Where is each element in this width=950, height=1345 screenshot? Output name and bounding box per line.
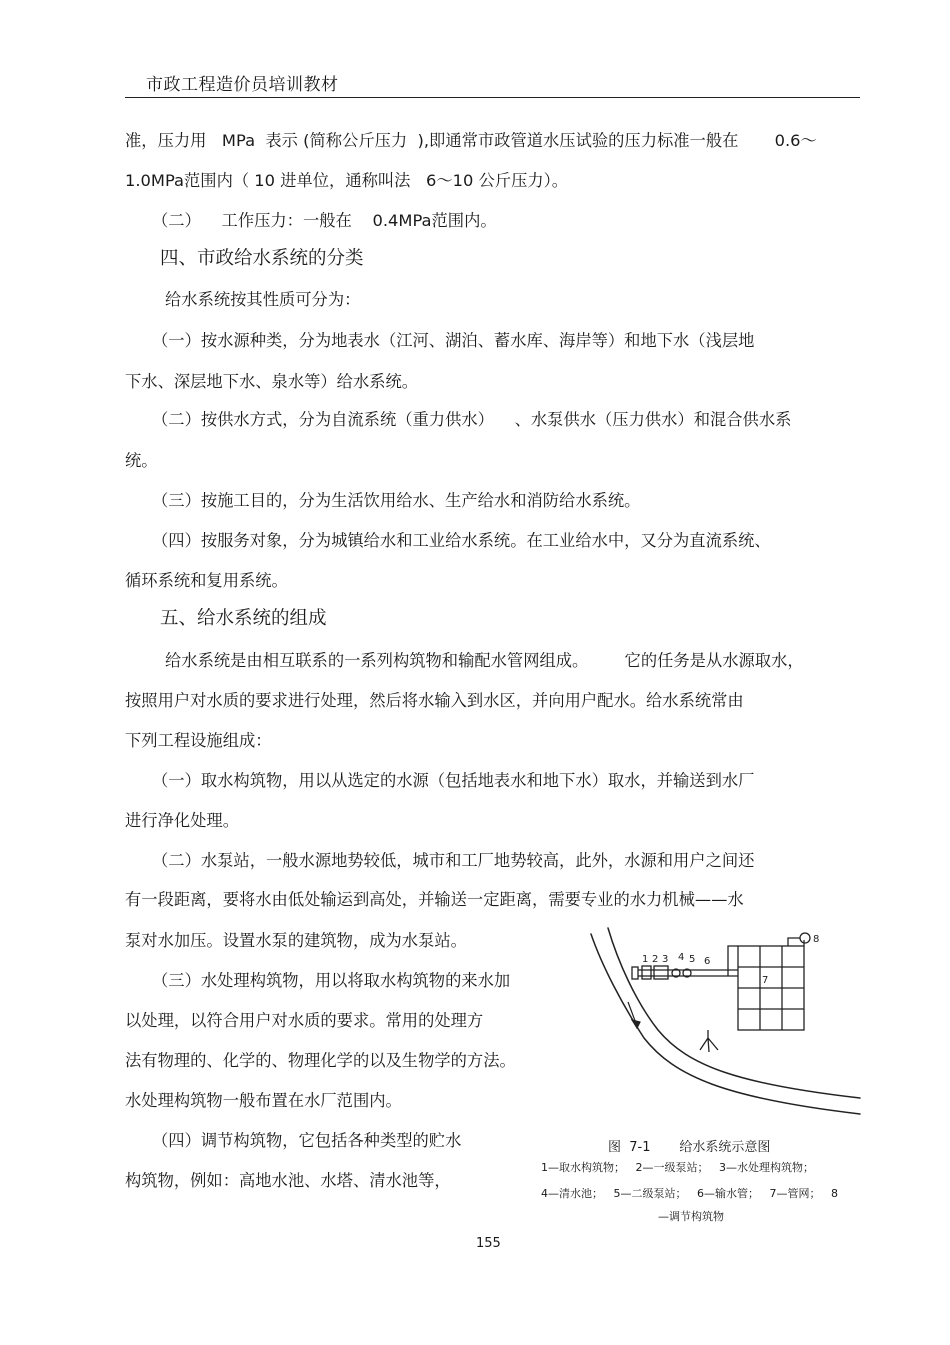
- label-2: 2: [652, 954, 659, 965]
- body-line: 以处理，以符合用户对水质的要求。常用的处理方: [125, 1011, 484, 1030]
- figure-legend-line: 4—清水池； 5—二级泵站； 6—输水管； 7—管网； 8: [541, 1187, 838, 1200]
- body-line: 1.0MPa范围内（ 10 进单位，通称叫法 6～10 公斤压力）。: [125, 171, 569, 190]
- label-8: 8: [813, 934, 820, 945]
- outflow-branch: [700, 1030, 718, 1052]
- water-supply-system-diagram: [588, 926, 862, 1126]
- body-line: （二）水泵站，一般水源地势较低，城市和工厂地势较高，此外，水源和用户之间还: [152, 851, 755, 870]
- header-rule: [125, 97, 860, 98]
- figure-legend-line: —调节构筑物: [658, 1210, 724, 1223]
- label-5: 5: [689, 954, 696, 965]
- label-3: 3: [662, 954, 669, 965]
- body-line: 下列工程设施组成：: [125, 731, 272, 750]
- body-line: 准，压力用 MPa 表示 (简称公斤压力 ),即通常市政管道水压试验的压力标准一般在 0.6～: [125, 131, 817, 150]
- label-6: 6: [704, 956, 711, 967]
- network-branch: [728, 946, 738, 976]
- body-line: 泵对水加压。设置水泵的建筑物，成为水泵站。: [125, 931, 467, 950]
- body-line: 水处理构筑物一般布置在水厂范围内。: [125, 1091, 402, 1110]
- first-pump-station: [642, 966, 651, 979]
- flow-arrow-head: [632, 1020, 640, 1028]
- treatment-structure: [654, 966, 668, 979]
- figure-legend-line: 1—取水构筑物； 2—一级泵站； 3—水处理构筑物；: [541, 1161, 814, 1174]
- body-line: 进行净化处理。: [125, 811, 239, 830]
- body-line: 构筑物，例如：高地水池、水塔、清水池等，: [125, 1171, 451, 1190]
- figure-caption: 图 7-1 给水系统示意图: [608, 1140, 771, 1155]
- elevated-tank-line: [788, 938, 800, 946]
- body-line: （四）调节构筑物，它包括各种类型的贮水: [152, 1131, 462, 1150]
- label-7: 7: [762, 975, 769, 986]
- label-1: 1: [642, 954, 649, 965]
- intake-structure: [632, 967, 638, 979]
- page-number: 155: [476, 1236, 501, 1251]
- body-line: 给水系统按其性质可分为：: [165, 290, 361, 309]
- body-line: （一）取水构筑物，用以从选定的水源（包括地表水和地下水）取水，并输送到水厂: [152, 771, 755, 790]
- body-line: 按照用户对水质的要求进行处理，然后将水输入到水区，并向用户配水。给水系统常由: [125, 691, 744, 710]
- body-line: 有一段距离，要将水由低处输运到高处，并输送一定距离，需要专业的水力机械——水: [125, 890, 744, 909]
- body-line: 循环系统和复用系统。: [125, 571, 288, 590]
- elevated-tank: [800, 933, 810, 943]
- running-header: 市政工程造价员培训教材: [146, 75, 339, 95]
- body-line: 统。: [125, 451, 158, 470]
- section-heading: 四、市政给水系统的分类: [160, 248, 364, 269]
- body-line: （三）水处理构筑物，用以将取水构筑物的来水加: [152, 971, 511, 990]
- body-line: （三）按施工目的，分为生活饮用给水、生产给水和消防给水系统。: [152, 491, 641, 510]
- body-line: （一）按水源种类，分为地表水（江河、湖泊、蓄水库、海岸等）和地下水（浅层地: [152, 331, 755, 350]
- river-bank-inner: [591, 934, 860, 1114]
- section-heading: 五、给水系统的组成: [160, 608, 327, 629]
- label-4: 4: [678, 952, 685, 963]
- body-line: （四）按服务对象，分为城镇给水和工业给水系统。在工业给水中，又分为直流系统、: [152, 531, 771, 550]
- body-line: 给水系统是由相互联系的一系列构筑物和输配水管网组成。 它的任务是从水源取水，: [165, 651, 804, 670]
- body-line: （二） 工作压力：一般在 0.4MPa范围内。: [152, 211, 497, 230]
- body-line: （二）按供水方式，分为自流系统（重力供水） 、水泵供水（压力供水）和混合供水系: [152, 410, 792, 429]
- body-line: 法有物理的、化学的、物理化学的以及生物学的方法。: [125, 1051, 516, 1070]
- body-line: 下水、深层地下水、泉水等）给水系统。: [125, 372, 419, 391]
